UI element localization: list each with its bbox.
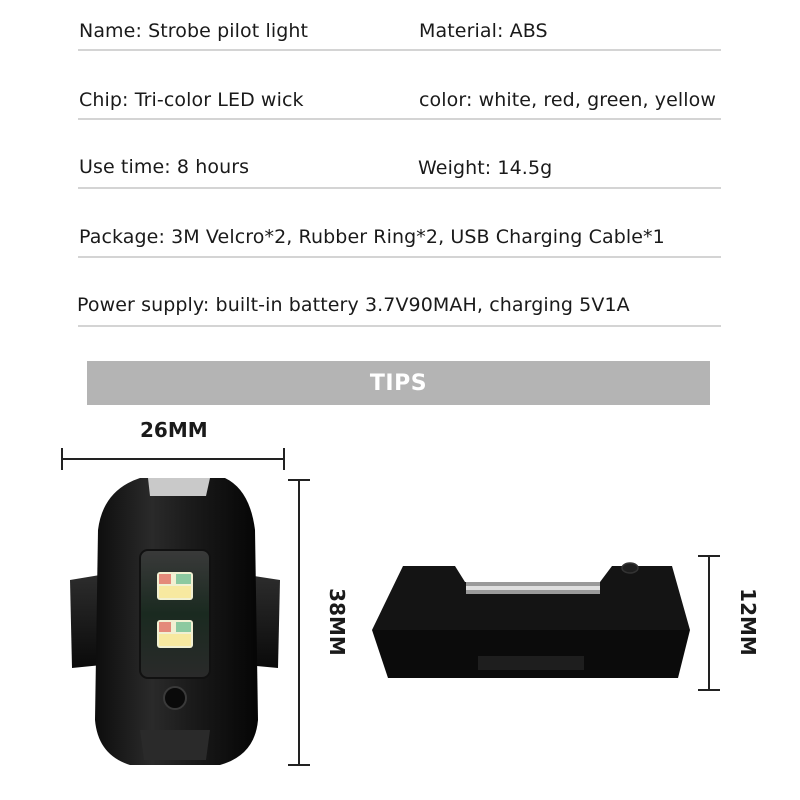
spec-chip: Chip: Tri-color LED wick bbox=[79, 89, 304, 111]
depth-dimension-line bbox=[698, 556, 720, 690]
strobe-light-front-view bbox=[70, 478, 280, 765]
width-dimension-label: 26MM bbox=[140, 418, 208, 442]
spec-name: Name: Strobe pilot light bbox=[79, 20, 309, 42]
spec-material: Material: ABS bbox=[419, 20, 548, 42]
height-dimension-line bbox=[288, 480, 310, 765]
depth-dimension-label: 12MM bbox=[735, 588, 760, 656]
spec-weight: Weight: 14.5g bbox=[418, 157, 553, 179]
spec-use-time: Use time: 8 hours bbox=[79, 156, 250, 178]
height-dimension-label: 38MM bbox=[324, 588, 349, 656]
tips-label: TIPS bbox=[369, 370, 428, 396]
spec-color: color: white, red, green, yellow bbox=[419, 89, 717, 111]
width-dimension-line bbox=[62, 448, 284, 470]
spec-power-supply: Power supply: built-in battery 3.7V90MAH, charging 5V1A bbox=[77, 294, 630, 316]
spec-package: Package: 3M Velcro*2, Rubber Ring*2, USB Charging Cable*1 bbox=[79, 226, 665, 248]
strobe-light-side-view bbox=[372, 563, 690, 678]
